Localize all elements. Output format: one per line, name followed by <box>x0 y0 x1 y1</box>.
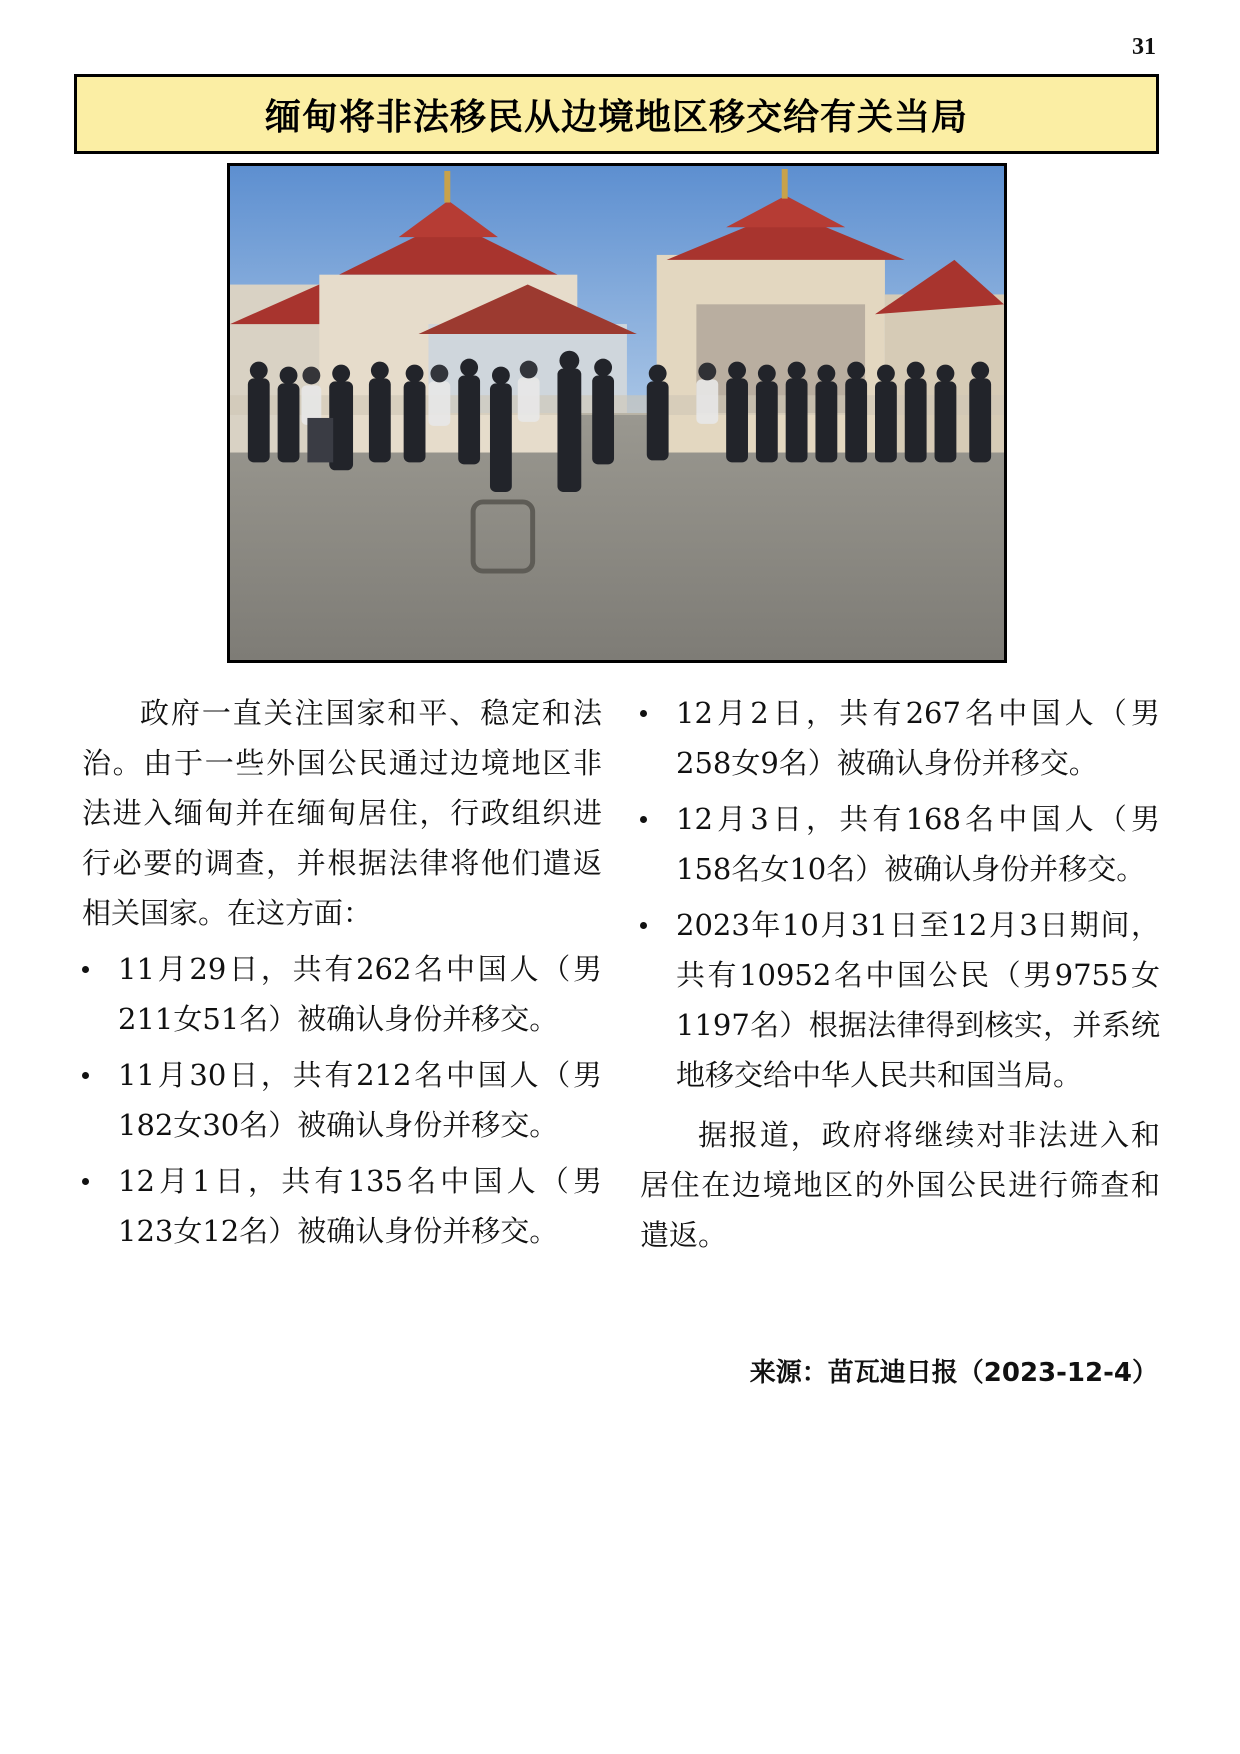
list-item <box>640 688 1160 788</box>
list-item-text: 12月1日，共有135名中国人（男123女12名）被确认身份并移交。 <box>118 1164 602 1248</box>
list-item <box>82 1050 602 1150</box>
right-bullet-list <box>640 688 1160 1100</box>
list-item-text: 2023年10月31日至12月3日期间，共有10952名中国公民（男9755女1197名）根据法律得到核实，并系统地移交给中华人民共和国当局。 <box>676 908 1160 1092</box>
list-item-text: 12月2日，共有267名中国人（男258女9名）被确认身份并移交。 <box>676 696 1160 780</box>
news-photo <box>227 163 1007 663</box>
bullet-icon <box>640 922 647 929</box>
bullet-icon <box>82 966 89 973</box>
bullet-icon <box>82 1178 89 1185</box>
list-item-text: 11月29日，共有262名中国人（男211女51名）被确认身份并移交。 <box>118 952 602 1036</box>
closing-paragraph: 据报道，政府将继续对非法进入和居住在边境地区的外国公民进行筛查和遣返。 <box>640 1118 1160 1252</box>
list-item <box>640 794 1160 894</box>
left-column <box>82 688 602 1262</box>
list-item <box>640 900 1160 1100</box>
list-item-text: 11月30日，共有212名中国人（男182女30名）被确认身份并移交。 <box>118 1058 602 1142</box>
source-citation: 来源：苗瓦迪日报（2023-12-4） <box>749 1358 1158 1388</box>
page-title: 缅甸将非法移民从边境地区移交给有关当局 <box>264 96 968 138</box>
right-column <box>640 688 1160 1260</box>
list-item <box>82 944 602 1044</box>
bullet-icon <box>640 710 647 717</box>
photo-border-crossing-group-icon <box>230 166 1004 660</box>
list-item <box>82 1156 602 1256</box>
page-number: 31 <box>1132 34 1156 60</box>
list-item-text: 12月3日，共有168名中国人（男158名女10名）被确认身份并移交。 <box>676 802 1160 886</box>
bullet-icon <box>82 1072 89 1079</box>
left-bullet-list <box>82 944 602 1256</box>
bullet-icon <box>640 816 647 823</box>
intro-paragraph: 政府一直关注国家和平、稳定和法治。由于一些外国公民通过边境地区非法进入缅甸并在缅甸居住，行政组织进行必要的调查，并根据法律将他们遣返相关国家。在这方面： <box>82 696 602 930</box>
title-banner <box>74 74 1159 154</box>
